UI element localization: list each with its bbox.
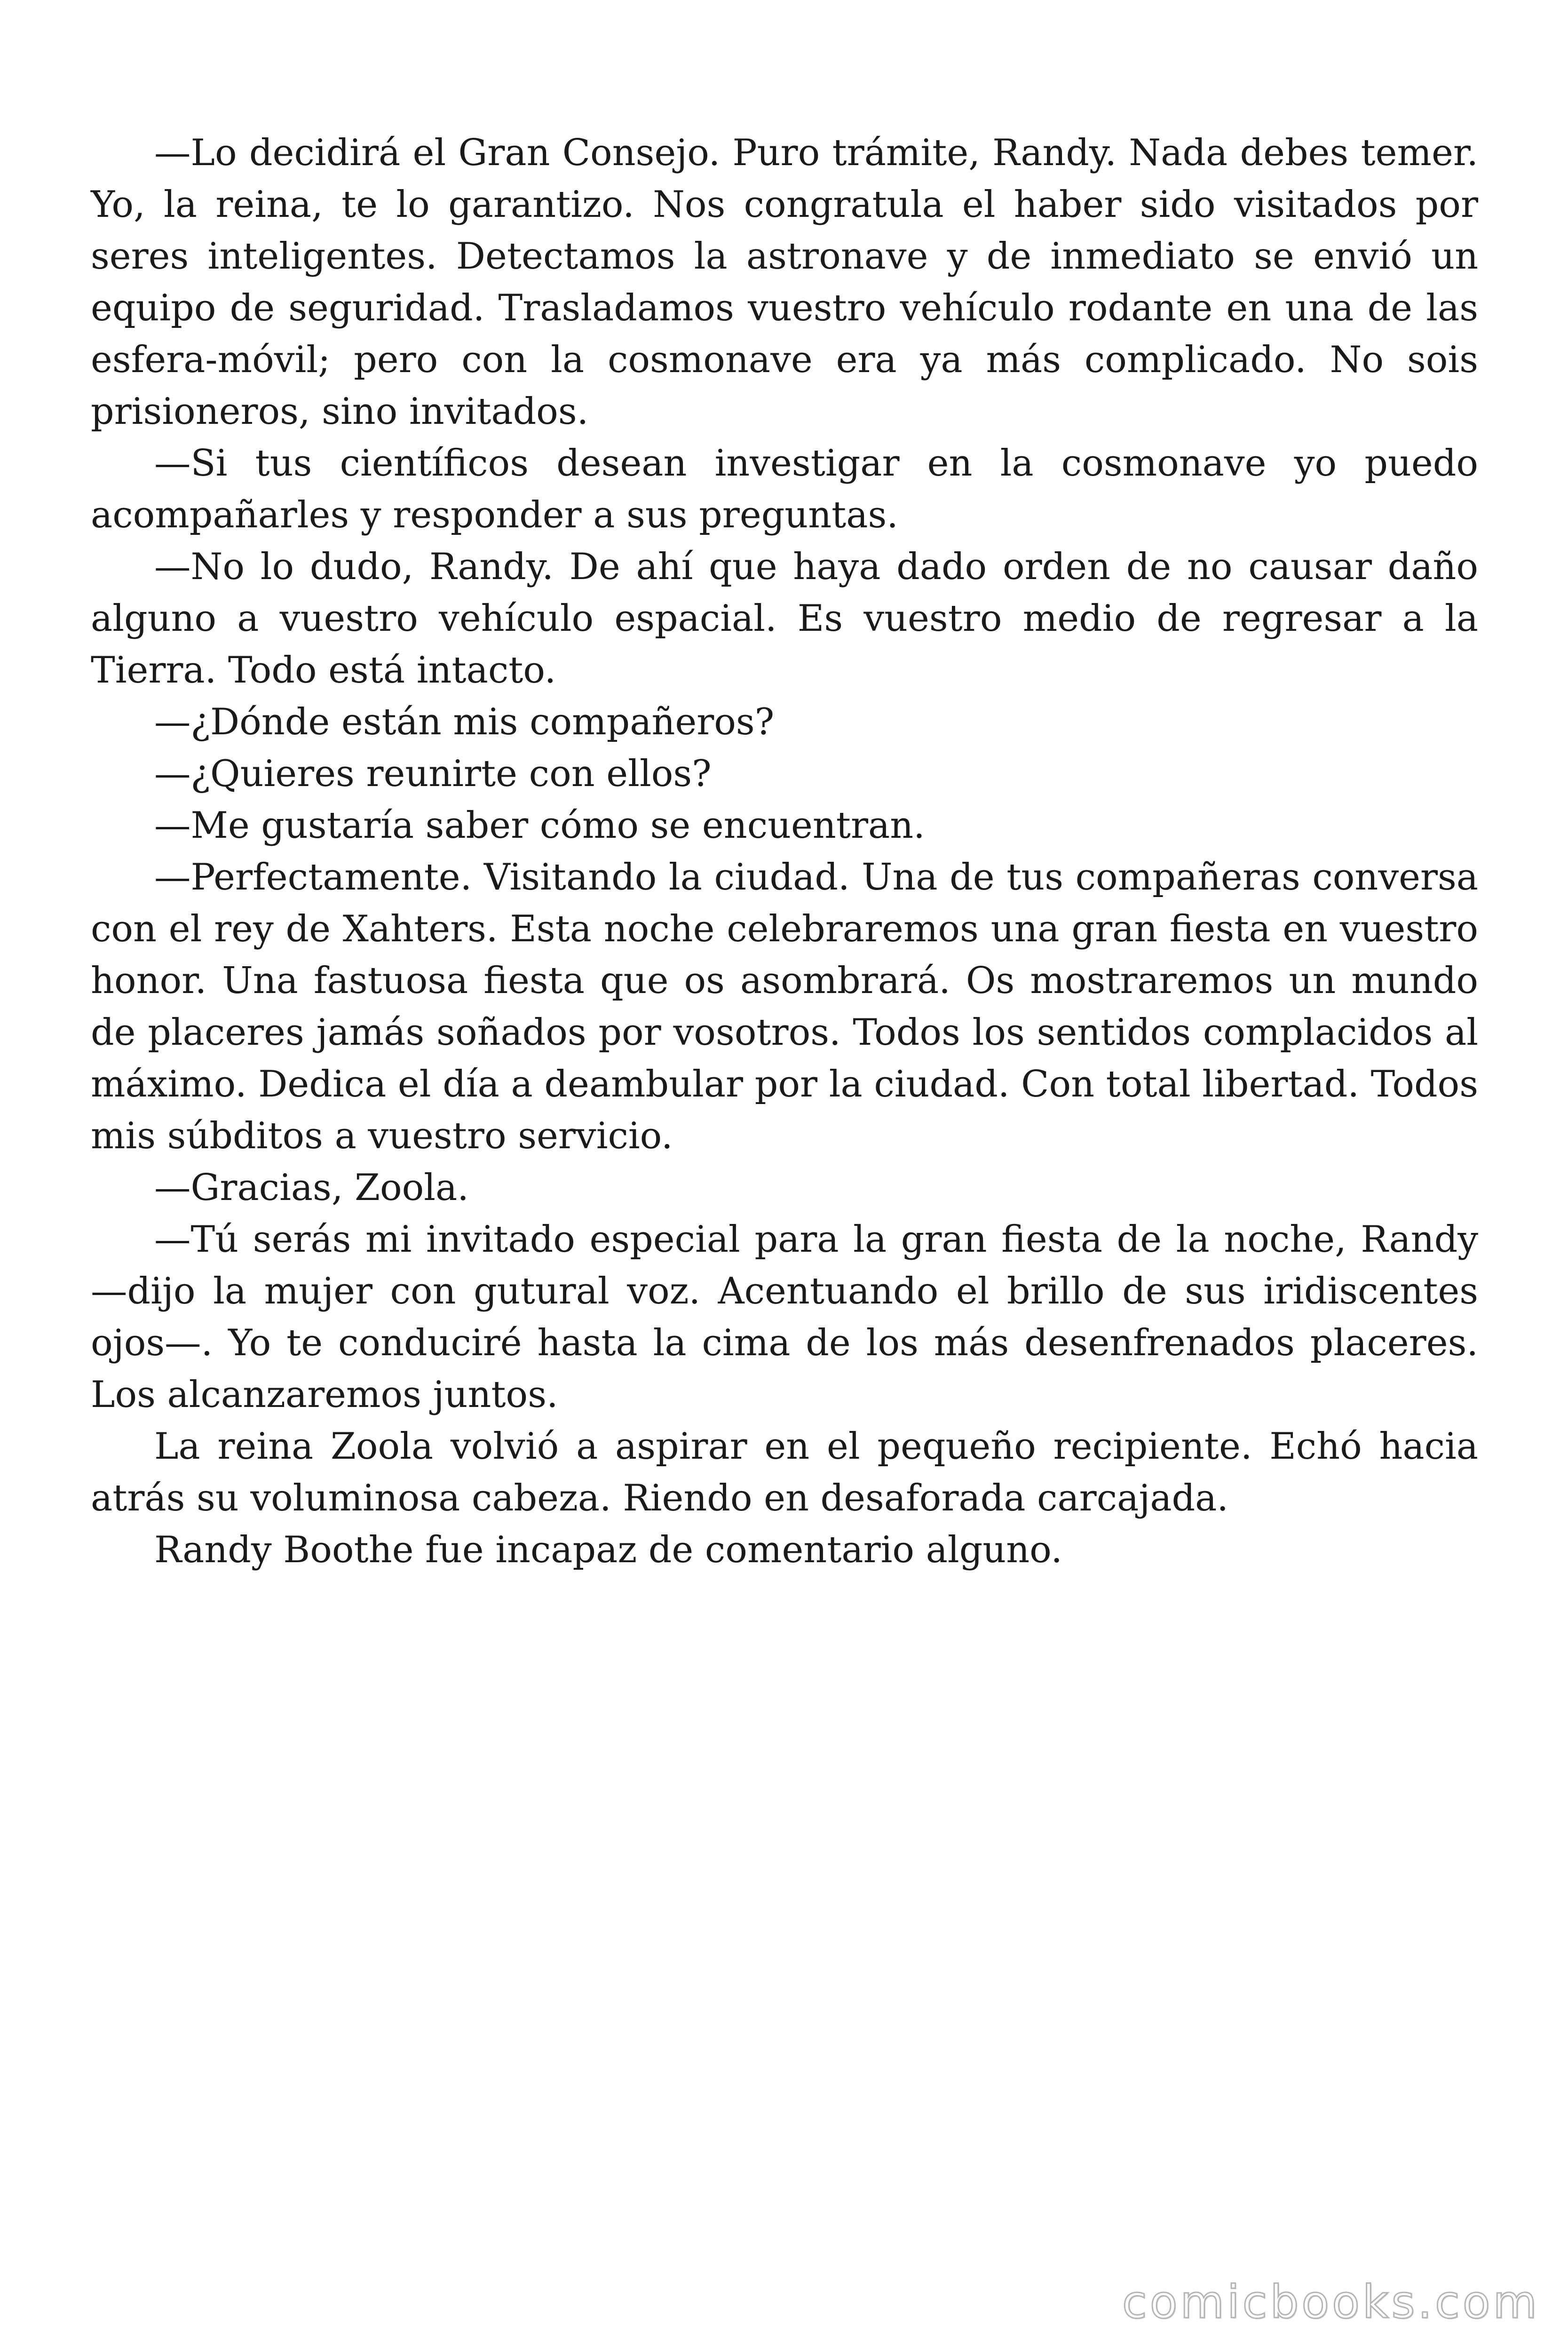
body-text <box>91 127 1478 1576</box>
paragraph-9: —Tú serás mi invitado especial para la gran fiesta de la noche, Randy —dijo la mujer con gutural voz. Acentuando el brillo de sus iridiscentes ojos—. Yo te conduciré hasta la cima de los más desenfrenados placeres. Los alcanzaremos juntos. <box>91 1218 1478 1416</box>
paragraph-11: Randy Boothe fue incapaz de comentario alguno. <box>154 1529 1063 1571</box>
paragraph-7: —Perfectamente. Visitando la ciudad. Una de tus compañeras conversa con el rey de Xahters. Esta noche celebraremos una gran fiesta en vuestro honor. Una fastuosa fiesta que os asombrará. Os mostraremos un mundo de placeres jamás soñados por vosotros. Todos los sentidos complacidos al máximo. Dedica el día a deambular por la ciudad. Con total libertad. Todos mis súbditos a vuestro servicio. <box>91 856 1478 1157</box>
paragraph-2: —Si tus científicos desean investigar en la cosmonave yo puedo acompañarles y responder a sus preguntas. <box>91 442 1478 536</box>
watermark: comicbooks.com <box>1122 2276 1540 2328</box>
paragraph-3: —No lo dudo, Randy. De ahí que haya dado orden de no causar daño alguno a vuestro vehículo espacial. Es vuestro medio de regresar a la Tierra. Todo está intacto. <box>91 546 1478 691</box>
paragraph-10: La reina Zoola volvió a aspirar en el pequeño recipiente. Echó hacia atrás su voluminosa cabeza. Riendo en desaforada carcajada. <box>91 1425 1478 1519</box>
paragraph-1: —Lo decidirá el Gran Consejo. Puro trámite, Randy. Nada debes temer. Yo, la reina, te lo garantizo. Nos congratula el haber sido visitados por seres inteligentes. Detectamos la astronave y de inmediato se envió un equipo de seguridad. Trasladamos vuestro vehículo rodante en una de las esfera-móvil; pero con la cosmonave era ya más complicado. No sois prisioneros, sino invitados. <box>91 132 1478 433</box>
paragraph-8: —Gracias, Zoola. <box>154 1167 469 1209</box>
paragraph-4: —¿Dónde están mis compañeros? <box>154 701 775 743</box>
paragraph-5: —¿Quieres reunirte con ellos? <box>154 753 712 795</box>
paragraph-6: —Me gustaría saber cómo se encuentran. <box>154 804 925 847</box>
